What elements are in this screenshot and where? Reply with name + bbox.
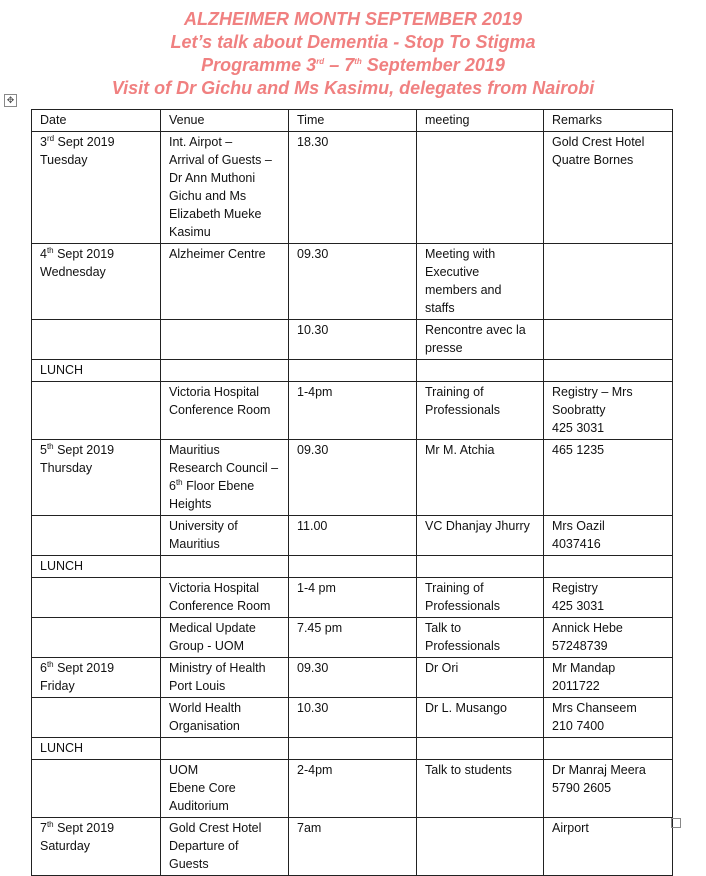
cell-date: LUNCH [32,738,161,760]
document-header [0,8,706,100]
cell-time: 09.30 [289,244,417,320]
move-handle-icon[interactable]: ✥ [4,94,17,107]
cell-meeting: Dr L. Musango [417,698,544,738]
table-row [32,658,673,698]
cell-remarks [544,360,673,382]
cell-date [32,516,161,556]
cell-date: 3rd Sept 2019 Tuesday [32,132,161,244]
cell-time: 1-4pm [289,382,417,440]
cell-remarks: 465 1235 [544,440,673,516]
cell-remarks: Mrs Chanseem 210 7400 [544,698,673,738]
table-row [32,760,673,818]
resize-handle-icon[interactable] [671,818,681,828]
cell-venue: University of Mauritius [161,516,289,556]
table-row [32,618,673,658]
table-row [32,738,673,760]
table-row [32,382,673,440]
cell-remarks: Dr Manraj Meera 5790 2605 [544,760,673,818]
column-header-time: Time [289,110,417,132]
cell-date: LUNCH [32,360,161,382]
table-row [32,556,673,578]
cell-venue: Gold Crest Hotel Departure of Guests [161,818,289,876]
table-row [32,244,673,320]
column-header-date: Date [32,110,161,132]
programme-table [31,109,673,876]
table-header-row [32,110,673,132]
cell-remarks: Mrs Oazil 4037416 [544,516,673,556]
table-row [32,320,673,360]
title-line-1: ALZHEIMER MONTH SEPTEMBER 2019 [183,9,523,29]
cell-remarks: Airport [544,818,673,876]
cell-meeting: Mr M. Atchia [417,440,544,516]
cell-time [289,360,417,382]
table-row [32,360,673,382]
cell-meeting: Training of Professionals [417,578,544,618]
cell-venue: Medical Update Group - UOM [161,618,289,658]
cell-meeting [417,738,544,760]
cell-date: 6th Sept 2019 Friday [32,658,161,698]
cell-meeting [417,360,544,382]
cell-venue: Ministry of Health Port Louis [161,658,289,698]
column-header-venue: Venue [161,110,289,132]
cell-time: 18.30 [289,132,417,244]
cell-time [289,556,417,578]
cell-remarks [544,738,673,760]
cell-meeting: Training of Professionals [417,382,544,440]
cell-date [32,760,161,818]
cell-time: 10.30 [289,698,417,738]
title-line-3: Programme 3rd – 7th September 2019 [201,55,505,75]
column-header-meeting: meeting [417,110,544,132]
cell-date [32,320,161,360]
cell-meeting: Meeting with Executive members and staffs [417,244,544,320]
cell-remarks [544,244,673,320]
cell-meeting [417,556,544,578]
cell-remarks [544,320,673,360]
cell-venue [161,556,289,578]
cell-date [32,698,161,738]
cell-time: 10.30 [289,320,417,360]
cell-meeting: VC Dhanjay Jhurry [417,516,544,556]
cell-time: 7.45 pm [289,618,417,658]
cell-time: 09.30 [289,440,417,516]
column-header-remarks: Remarks [544,110,673,132]
cell-time: 1-4 pm [289,578,417,618]
cell-date [32,578,161,618]
table-row [32,818,673,876]
table-row [32,132,673,244]
cell-venue: Mauritius Research Council – 6th Floor Ebene Heights [161,440,289,516]
cell-remarks: Annick Hebe 57248739 [544,618,673,658]
table-row [32,578,673,618]
cell-venue [161,360,289,382]
cell-date [32,382,161,440]
cell-time [289,738,417,760]
title-line-4: Visit of Dr Gichu and Ms Kasimu, delegates from Nairobi [111,78,595,98]
cell-remarks: Registry – Mrs Soobratty 425 3031 [544,382,673,440]
cell-date: 5th Sept 2019 Thursday [32,440,161,516]
cell-date: LUNCH [32,556,161,578]
cell-venue [161,738,289,760]
table-row [32,440,673,516]
cell-meeting: Rencontre avec la presse [417,320,544,360]
cell-remarks: Gold Crest Hotel Quatre Bornes [544,132,673,244]
cell-venue: World Health Organisation [161,698,289,738]
cell-venue [161,320,289,360]
cell-venue: Int. Airpot – Arrival of Guests – Dr Ann Muthoni Gichu and Ms Elizabeth Mueke Kasimu [161,132,289,244]
cell-remarks: Mr Mandap 2011722 [544,658,673,698]
cell-date [32,618,161,658]
cell-remarks [544,556,673,578]
cell-venue: UOM Ebene Core Auditorium [161,760,289,818]
cell-time: 11.00 [289,516,417,556]
cell-meeting [417,132,544,244]
cell-time: 7am [289,818,417,876]
cell-venue: Victoria Hospital Conference Room [161,382,289,440]
cell-time: 2-4pm [289,760,417,818]
title-line-2: Let’s talk about Dementia - Stop To Stigma [170,32,536,52]
table-row [32,698,673,738]
cell-date: 7th Sept 2019 Saturday [32,818,161,876]
cell-meeting: Talk to Professionals [417,618,544,658]
cell-venue: Victoria Hospital Conference Room [161,578,289,618]
cell-venue: Alzheimer Centre [161,244,289,320]
table-row [32,516,673,556]
cell-meeting: Dr Ori [417,658,544,698]
cell-meeting [417,818,544,876]
cell-meeting: Talk to students [417,760,544,818]
cell-remarks: Registry 425 3031 [544,578,673,618]
cell-date: 4th Sept 2019 Wednesday [32,244,161,320]
cell-time: 09.30 [289,658,417,698]
